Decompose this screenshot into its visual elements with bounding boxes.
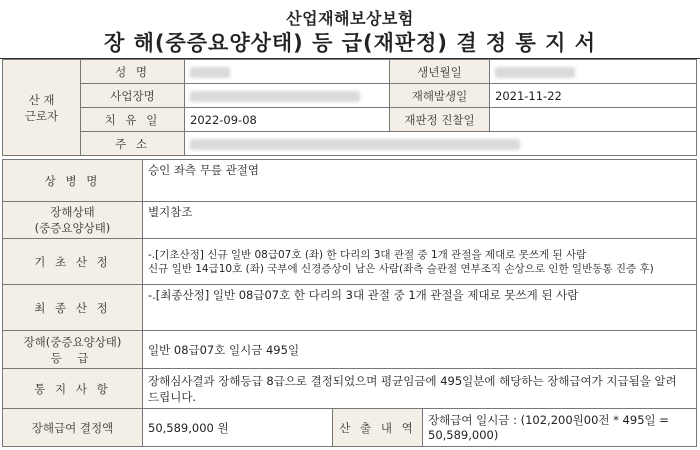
final-value: -.[최종산정] 일반 08급07호 한 다리의 3대 관절 중 1개 관절을 제대로 못쓰게 된 사람 xyxy=(143,285,697,331)
amount-value: 50,589,000 원 xyxy=(143,409,333,447)
reexam-label: 재판정 진찰일 xyxy=(390,108,490,132)
grade-label-line2: 등 급 xyxy=(50,350,95,365)
grade-label xyxy=(3,331,143,369)
state-label-line1: 장해상태 xyxy=(50,205,95,219)
state-label xyxy=(3,202,143,239)
basis-line-2: 신규 일반 14급10호 (좌) 국부에 신경증상이 남은 사람(좌측 슬관절 연부조직 손상으로 인한 일반동통 진증 후) xyxy=(148,262,654,275)
cure-value: 2022-09-08 xyxy=(185,108,390,132)
calc-value: 장해급여 일시금 : (102,200원00전 * 495일 = 50,589,000) xyxy=(423,409,697,447)
disease-value: 승인 좌측 무릎 관절염 xyxy=(143,160,697,202)
notice-value: 장해심사결과 장해등급 8급으로 결정되었으며 평균임금에 495일분에 해당하는 장해급여가 지급됨을 알려 드립니다. xyxy=(143,369,697,409)
company-value xyxy=(185,84,390,108)
birth-label: 생년월일 xyxy=(390,60,490,84)
state-value: 별지참조 xyxy=(143,202,697,239)
notice-label: 통 지 사 항 xyxy=(3,369,143,409)
document-org: 산업재해보상보험 xyxy=(286,9,414,28)
address-label: 주 소 xyxy=(81,132,185,156)
birth-value xyxy=(490,60,697,84)
worker-group-label: 산 재 근로자 xyxy=(3,60,81,156)
name-label: 성 명 xyxy=(81,60,185,84)
basis-label: 기 초 산 정 xyxy=(3,239,143,285)
company-label: 사업장명 xyxy=(81,84,185,108)
final-label: 최 종 산 정 xyxy=(3,285,143,331)
address-value xyxy=(185,132,697,156)
basis-line-1: -.[기초산정] 신규 일반 08급07호 (좌) 한 다리의 3대 관절 중 1개 관절을 제대로 못쓰게 된 사람 xyxy=(148,248,587,261)
amount-label: 장해급여 결정액 xyxy=(3,409,143,447)
name-value xyxy=(185,60,390,84)
grade-label-line1: 장해(중증요양상태) xyxy=(23,334,122,349)
document-title: 장 해(중증요양상태) 등 급(재판정) 결 정 통 지 서 xyxy=(103,31,597,55)
accident-date-value: 2021-11-22 xyxy=(490,84,697,108)
document-header xyxy=(0,0,700,59)
decision-table xyxy=(2,159,697,447)
accident-date-label: 재해발생일 xyxy=(390,84,490,108)
disease-label: 상 병 명 xyxy=(3,160,143,202)
calc-label: 산 출 내 역 xyxy=(333,409,423,447)
reexam-value xyxy=(490,108,697,132)
grade-value: 일반 08급07호 일시금 495일 xyxy=(143,331,697,369)
basis-value xyxy=(143,239,697,285)
state-label-line2: (중증요양상태) xyxy=(34,221,111,235)
cure-label: 치 유 일 xyxy=(81,108,185,132)
worker-info-table xyxy=(2,59,697,156)
